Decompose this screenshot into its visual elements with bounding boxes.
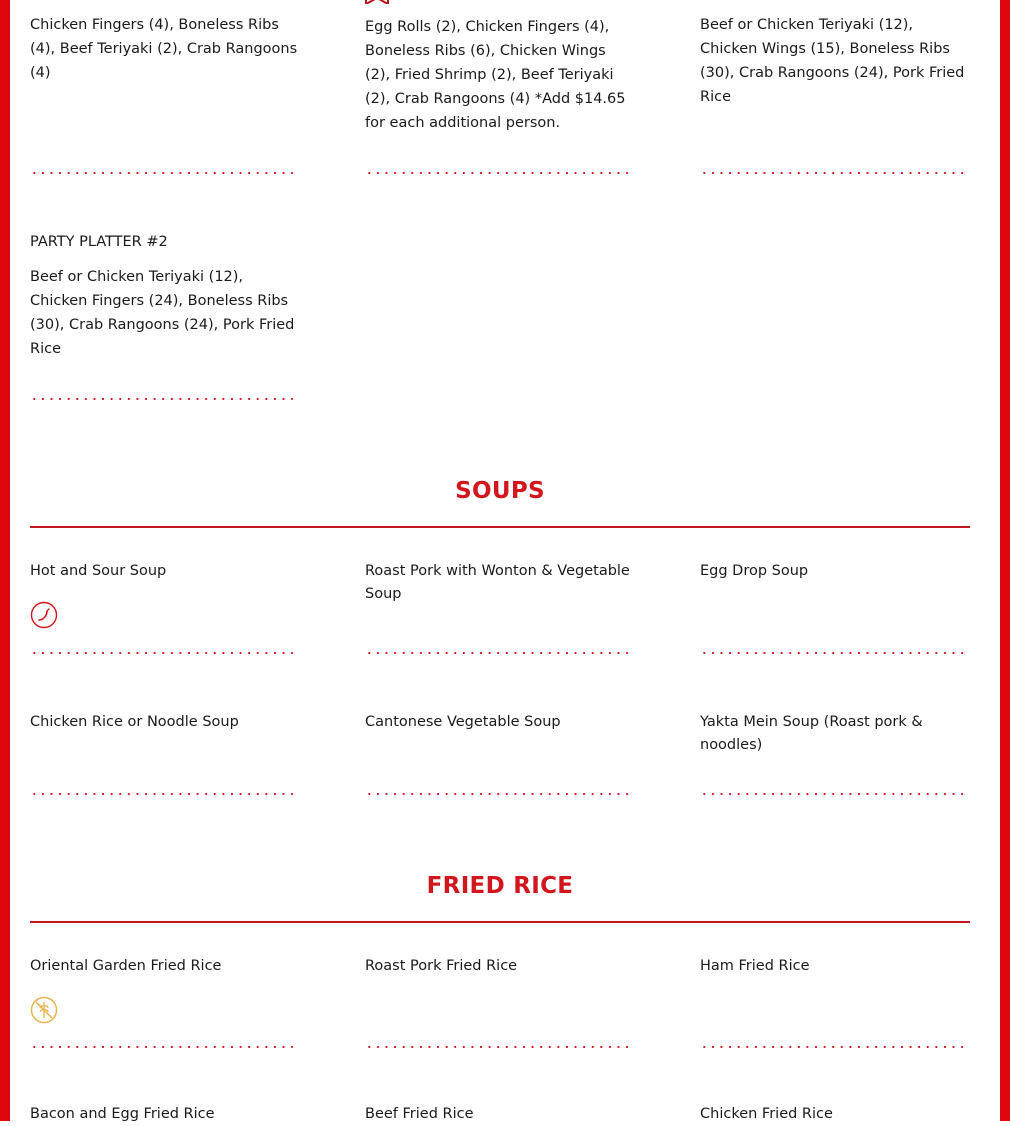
section-title-soups: SOUPS [455,478,545,504]
menu-item-roast-pork-wonton-soup[interactable] [365,560,633,606]
menu-item-yakta-mein-soup[interactable] [700,711,968,757]
menu-item-platter-col1[interactable] [30,13,298,85]
dotted-divider [30,792,298,796]
item-name: Yakta Mein Soup (Roast pork & noodles) [700,714,923,753]
dotted-divider [365,171,633,175]
item-name: Beef Fried Rice [365,1106,474,1122]
section-rule [30,921,970,923]
dotted-divider [30,171,298,175]
item-name: Egg Drop Soup [700,563,809,579]
section-title-fried-rice: FRIED RICE [426,873,574,899]
dotted-divider [30,397,298,401]
item-name: Hot and Sour Soup [30,563,167,579]
menu-item-chicken-fried-rice[interactable] [700,1103,968,1126]
item-name: Roast Pork Fried Rice [365,958,518,974]
gluten-free-icon [30,996,58,1024]
section-rule [30,526,970,528]
item-name: Roast Pork with Wonton & Vegetable Soup [365,563,630,602]
dotted-divider [700,1045,968,1049]
item-description: Beef or Chicken Teriyaki (12), Chicken Fingers (24), Boneless Ribs (30), Crab Rangoons (24), Pork Fried Rice [30,269,295,357]
menu-item-chicken-rice-noodle-soup[interactable] [30,711,298,734]
menu-item-hot-and-sour-soup[interactable] [30,560,298,583]
menu-item-platter-col2[interactable] [365,15,633,135]
dotted-divider [365,792,633,796]
item-description: Egg Rolls (2), Chicken Fingers (4), Boneless Ribs (6), Chicken Wings (2), Fried Shrimp (2), Beef Teriyaki (2), Crab Rangoons (4) *Add $14.65 for each additional person. [365,19,626,131]
menu-item-beef-fried-rice[interactable] [365,1103,633,1126]
item-name: Bacon and Egg Fried Rice [30,1106,215,1122]
item-name: Oriental Garden Fried Rice [30,958,222,974]
item-name: Cantonese Vegetable Soup [365,714,561,730]
dotted-divider [30,1045,298,1049]
dotted-divider [700,171,968,175]
spicy-pepper-icon [30,601,58,629]
item-name: Chicken Rice or Noodle Soup [30,714,239,730]
item-name: PARTY PLATTER #2 [30,234,168,250]
page-frame-right [1000,0,1010,1121]
dotted-divider [365,651,633,655]
item-name: Ham Fried Rice [700,958,810,974]
dotted-divider [365,1045,633,1049]
menu-item-egg-drop-soup[interactable] [700,560,968,583]
menu-item-roast-pork-fried-rice[interactable] [365,955,633,978]
menu-item-bacon-egg-fried-rice[interactable] [30,1103,298,1126]
dotted-divider [700,792,968,796]
star-icon [365,0,389,4]
item-description: Chicken Fingers (4), Boneless Ribs (4), Beef Teriyaki (2), Crab Rangoons (4) [30,17,298,81]
item-name: Chicken Fried Rice [700,1106,833,1122]
menu-item-platter-col3[interactable] [700,13,968,109]
menu-item-oriental-garden-fried-rice[interactable] [30,955,298,978]
item-description: Beef or Chicken Teriyaki (12), Chicken Wings (15), Boneless Ribs (30), Crab Rangoons (24), Pork Fried Rice [700,17,965,105]
menu-item-ham-fried-rice[interactable] [700,955,968,978]
dotted-divider [700,651,968,655]
menu-item-party-platter-2[interactable] [30,231,298,361]
menu-item-cantonese-vegetable-soup[interactable] [365,711,633,734]
page-frame-left [0,0,10,1121]
dotted-divider [30,651,298,655]
